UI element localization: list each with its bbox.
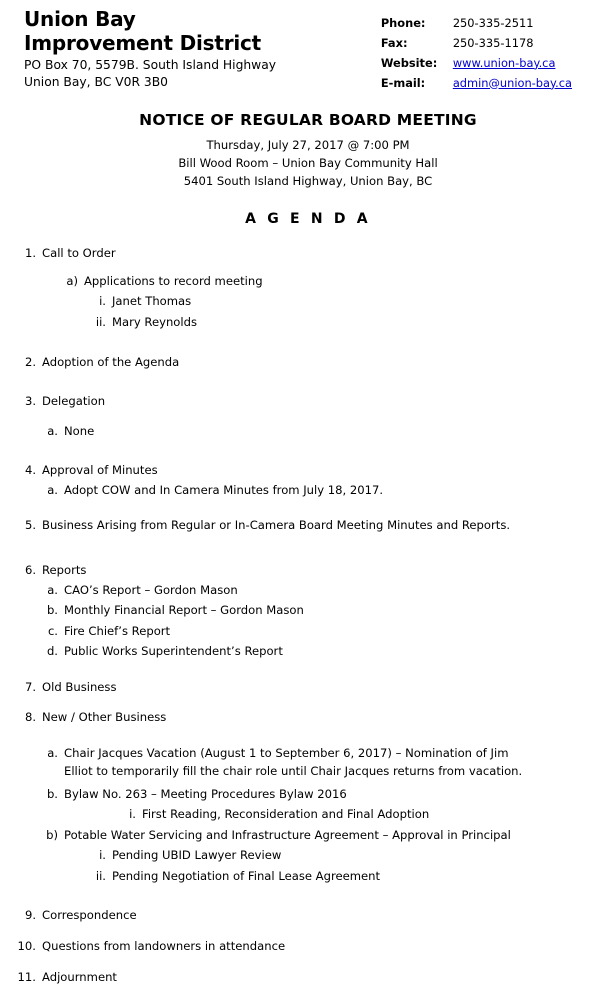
agenda-item-8c-ii	[90, 868, 616, 885]
agenda-item-1-text: Call to Order	[42, 245, 616, 262]
agenda-item-9-number: 9.	[16, 907, 42, 924]
agenda-item-9-text: Correspondence	[42, 907, 616, 924]
agenda-item-8c-i-text: Pending UBID Lawyer Review	[112, 847, 616, 864]
agenda-item-8c-ii-text: Pending Negotiation of Final Lease Agreement	[112, 868, 616, 885]
agenda-item-6-text: Reports	[42, 562, 616, 579]
contact-value-fax: 250-335-1178	[453, 34, 534, 54]
agenda-item-3-number: 3.	[16, 393, 42, 410]
agenda-item-1	[16, 245, 616, 262]
agenda-item-8b-i	[120, 806, 616, 823]
meeting-venue: Bill Wood Room – Union Bay Community Hall	[0, 155, 616, 173]
agenda-item-4	[16, 462, 616, 479]
agenda-item-3a-text: None	[64, 423, 616, 440]
contact-row-fax	[381, 34, 572, 54]
agenda-item-1a-ii	[90, 314, 616, 331]
agenda-item-10	[10, 938, 616, 955]
agenda-item-5-text: Business Arising from Regular or In-Camera Board Meeting Minutes and Reports.	[42, 517, 512, 534]
agenda-item-7-number: 7.	[16, 679, 42, 696]
agenda-item-8b-text: Bylaw No. 263 – Meeting Procedures Bylaw 2016	[64, 786, 616, 803]
agenda-item-8c-text: Potable Water Servicing and Infrastructure Agreement – Approval in Principal	[64, 827, 616, 844]
contact-row-email	[381, 74, 572, 94]
agenda-item-2	[16, 354, 616, 371]
meeting-details	[0, 137, 616, 191]
agenda-item-8b-i-number: i.	[120, 806, 142, 823]
meeting-datetime: Thursday, July 27, 2017 @ 7:00 PM	[0, 137, 616, 155]
spacer-1	[0, 346, 616, 354]
contact-label-email: E-mail:	[381, 74, 453, 94]
agenda-item-8c	[42, 827, 616, 844]
contact-label-fax: Fax:	[381, 34, 453, 54]
agenda-item-6b-number: b.	[42, 602, 64, 619]
agenda-item-5	[16, 517, 616, 534]
agenda-item-3-text: Delegation	[42, 393, 616, 410]
agenda-item-6d	[42, 643, 616, 660]
website-link[interactable]: www.union-bay.ca	[453, 54, 556, 74]
contact-block	[381, 14, 572, 93]
address-line-2: Union Bay, BC V0R 3B0	[24, 74, 276, 90]
organization-block	[24, 8, 276, 90]
agenda-item-1a-ii-number: ii.	[90, 314, 112, 331]
email-link[interactable]: admin@union-bay.ca	[453, 74, 572, 94]
agenda-item-6a	[42, 582, 616, 599]
agenda-item-4a	[42, 482, 616, 499]
organization-name-line2: Improvement District	[24, 32, 276, 56]
agenda-item-6c	[42, 623, 616, 640]
agenda-item-3a	[42, 423, 616, 440]
agenda-item-11-number: 11.	[10, 969, 42, 985]
organization-name	[24, 8, 276, 55]
agenda-heading: A G E N D A	[0, 211, 616, 227]
contact-label-phone: Phone:	[381, 14, 453, 34]
agenda-item-8b	[42, 786, 616, 803]
agenda-item-1a-i	[90, 293, 616, 310]
agenda-item-8a	[42, 745, 616, 780]
agenda-item-8c-number: b)	[42, 827, 64, 844]
agenda-item-6c-text: Fire Chief’s Report	[64, 623, 616, 640]
agenda-item-8c-i-number: i.	[90, 847, 112, 864]
agenda-item-6-number: 6.	[16, 562, 42, 579]
address-line-1: PO Box 70, 5579B. South Island Highway	[24, 57, 276, 73]
agenda-item-7-text: Old Business	[42, 679, 616, 696]
agenda-item-8-number: 8.	[16, 709, 42, 726]
agenda-item-4a-number: a.	[42, 482, 64, 499]
agenda-item-11	[10, 969, 616, 985]
agenda-item-1a-text: Applications to record meeting	[84, 273, 616, 290]
agenda-item-6a-text: CAO’s Report – Gordon Mason	[64, 582, 616, 599]
meeting-address: 5401 South Island Highway, Union Bay, BC	[0, 173, 616, 191]
agenda-item-7	[16, 679, 616, 696]
agenda-item-6	[16, 562, 616, 579]
contact-row-phone	[381, 14, 572, 34]
agenda-item-1a-i-number: i.	[90, 293, 112, 310]
agenda-item-8b-number: b.	[42, 786, 64, 803]
agenda-item-3	[16, 393, 616, 410]
agenda-item-1-subitems	[0, 273, 616, 331]
agenda-item-10-number: 10.	[10, 938, 42, 955]
agenda-item-4-text: Approval of Minutes	[42, 462, 616, 479]
agenda-item-9	[16, 907, 616, 924]
contact-label-website: Website:	[381, 54, 453, 74]
agenda-item-10-text: Questions from landowners in attendance	[42, 938, 616, 955]
agenda-item-8	[16, 709, 616, 726]
agenda-item-8b-i-text: First Reading, Reconsideration and Final Adoption	[142, 806, 616, 823]
page-title: NOTICE OF REGULAR BOARD MEETING	[0, 111, 616, 129]
agenda-item-8-text: New / Other Business	[42, 709, 616, 726]
document-header	[0, 0, 616, 93]
agenda-item-6d-text: Public Works Superintendent’s Report	[64, 643, 616, 660]
agenda-item-3a-number: a.	[42, 423, 64, 440]
agenda-item-1a	[62, 273, 616, 290]
agenda-item-8a-number: a.	[42, 745, 64, 762]
agenda-item-6b	[42, 602, 616, 619]
agenda-item-2-number: 2.	[16, 354, 42, 371]
contact-value-phone: 250-335-2511	[453, 14, 534, 34]
agenda-item-6a-number: a.	[42, 582, 64, 599]
agenda-item-1a-i-text: Janet Thomas	[112, 293, 616, 310]
agenda-item-8c-i	[90, 847, 616, 864]
agenda-item-11-text: Adjournment	[42, 969, 616, 985]
agenda-item-6c-number: c.	[42, 623, 64, 640]
agenda-item-5-number: 5.	[16, 517, 42, 534]
agenda-item-4a-text: Adopt COW and In Camera Minutes from July 18, 2017.	[64, 482, 616, 499]
agenda-item-2-text: Adoption of the Agenda	[42, 354, 616, 371]
agenda-list	[0, 245, 616, 985]
agenda-item-8a-text: Chair Jacques Vacation (August 1 to September 6, 2017) – Nomination of Jim Elliot to temporarily fill the chair role until Chair Jacques returns from vacation.	[64, 745, 534, 780]
agenda-item-4-number: 4.	[16, 462, 42, 479]
agenda-item-1a-number: a)	[62, 273, 84, 290]
agenda-item-6d-number: d.	[42, 643, 64, 660]
organization-address	[24, 57, 276, 90]
organization-name-line1: Union Bay	[24, 8, 276, 32]
agenda-item-6b-text: Monthly Financial Report – Gordon Mason	[64, 602, 616, 619]
spacer-2	[0, 737, 616, 745]
agenda-item-8c-ii-number: ii.	[90, 868, 112, 885]
agenda-item-1a-ii-text: Mary Reynolds	[112, 314, 616, 331]
agenda-item-1-number: 1.	[16, 245, 42, 262]
contact-row-website	[381, 54, 572, 74]
